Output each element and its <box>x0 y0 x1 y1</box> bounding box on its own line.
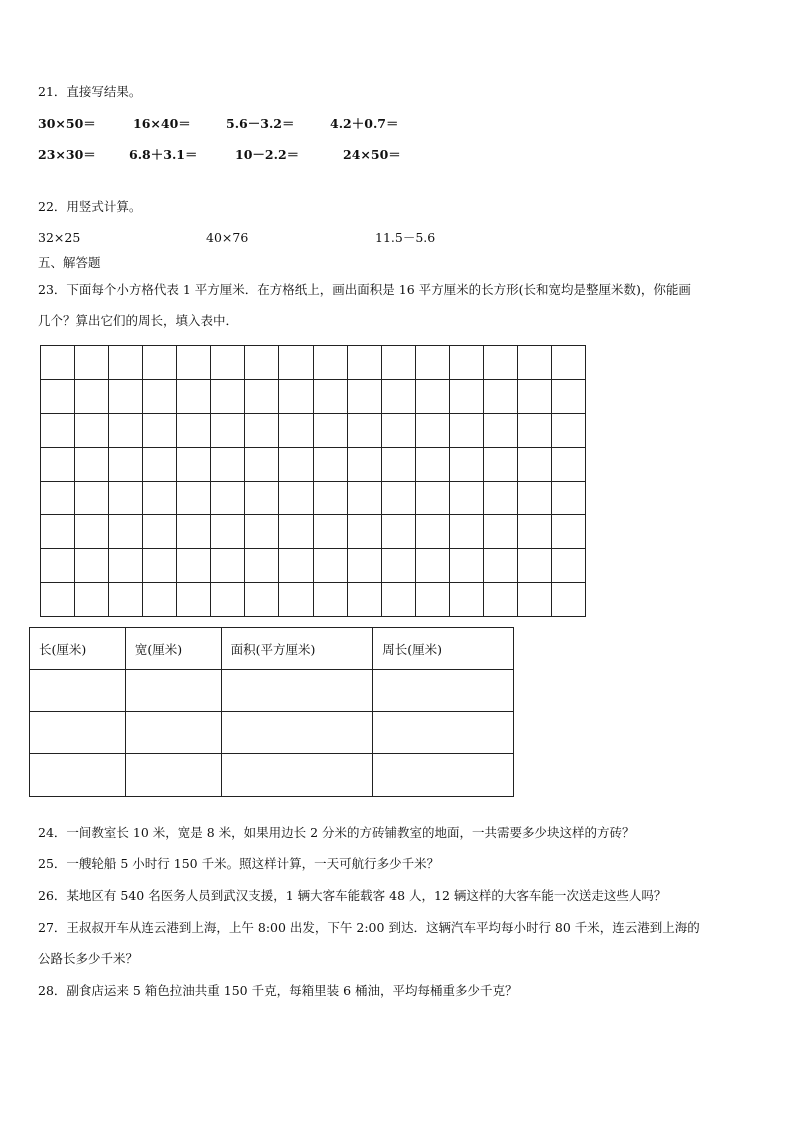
grid-cell[interactable] <box>279 515 313 549</box>
grid-cell[interactable] <box>143 481 177 515</box>
header-area: 面积(平方厘米) <box>221 628 373 670</box>
grid-cell[interactable] <box>41 515 75 549</box>
grid-cell[interactable] <box>517 515 551 549</box>
grid-cell[interactable] <box>449 447 483 481</box>
grid-cell[interactable] <box>177 583 211 617</box>
grid-cell[interactable] <box>517 583 551 617</box>
grid-cell[interactable] <box>245 346 279 380</box>
grid-cell[interactable] <box>41 379 75 413</box>
grid-cell[interactable] <box>449 515 483 549</box>
grid-cell[interactable] <box>517 481 551 515</box>
grid-cell[interactable] <box>449 346 483 380</box>
q21-expr: 16×40＝ <box>133 116 191 131</box>
grid-cell[interactable] <box>143 379 177 413</box>
grid-cell[interactable] <box>415 583 449 617</box>
grid-cell[interactable] <box>143 413 177 447</box>
grid-cell[interactable] <box>75 515 109 549</box>
grid-cell[interactable] <box>109 515 143 549</box>
q21-expr: 6.8＋3.1＝ <box>129 147 198 162</box>
q21-expr: 30×50＝ <box>38 116 96 131</box>
grid-row <box>41 413 586 447</box>
grid-cell[interactable] <box>347 413 381 447</box>
grid-cell[interactable] <box>41 447 75 481</box>
grid-cell[interactable] <box>109 481 143 515</box>
grid-cell[interactable] <box>41 413 75 447</box>
grid-cell[interactable] <box>109 346 143 380</box>
grid-cell[interactable] <box>551 583 585 617</box>
grid-cell[interactable] <box>483 515 517 549</box>
q22-title: 22．用竖式计算。 <box>38 199 142 214</box>
grid-cell[interactable] <box>211 379 245 413</box>
q22-expr: 40×76 <box>206 230 249 245</box>
grid-cell[interactable] <box>483 447 517 481</box>
grid-cell[interactable] <box>381 515 415 549</box>
answer-cell[interactable] <box>30 712 126 754</box>
grid-cell[interactable] <box>75 413 109 447</box>
header-length: 长(厘米) <box>30 628 126 670</box>
grid-cell[interactable] <box>483 481 517 515</box>
table-header-row <box>30 628 514 670</box>
grid-cell[interactable] <box>109 549 143 583</box>
grid-row <box>41 379 586 413</box>
grid-row <box>41 447 586 481</box>
grid-cell[interactable] <box>381 413 415 447</box>
q23-text-line1: 23．下面每个小方格代表 1 平方厘米．在方格纸上，画出面积是 16 平方厘米的长方形(长和宽均是整厘米数)，你能画 <box>38 282 691 297</box>
grid-cell[interactable] <box>143 447 177 481</box>
grid-cell[interactable] <box>381 379 415 413</box>
grid-cell[interactable] <box>211 447 245 481</box>
grid-cell[interactable] <box>211 515 245 549</box>
grid-cell[interactable] <box>245 583 279 617</box>
grid-cell[interactable] <box>483 379 517 413</box>
grid-cell[interactable] <box>177 413 211 447</box>
grid-row <box>41 583 586 617</box>
q22-expr: 32×25 <box>38 230 81 245</box>
grid-cell[interactable] <box>177 346 211 380</box>
grid-cell[interactable] <box>75 379 109 413</box>
grid-cell[interactable] <box>483 346 517 380</box>
grid-cell[interactable] <box>551 549 585 583</box>
grid-cell[interactable] <box>279 447 313 481</box>
grid-cell[interactable] <box>313 549 347 583</box>
grid-cell[interactable] <box>143 549 177 583</box>
grid-cell[interactable] <box>313 515 347 549</box>
grid-cell[interactable] <box>279 583 313 617</box>
grid-cell[interactable] <box>347 447 381 481</box>
grid-cell[interactable] <box>177 481 211 515</box>
grid-paper <box>40 345 586 617</box>
grid-cell[interactable] <box>211 583 245 617</box>
grid-cell[interactable] <box>449 549 483 583</box>
grid-cell[interactable] <box>313 346 347 380</box>
grid-cell[interactable] <box>449 481 483 515</box>
grid-cell[interactable] <box>313 583 347 617</box>
grid-cell[interactable] <box>279 481 313 515</box>
grid-cell[interactable] <box>347 379 381 413</box>
grid-cell[interactable] <box>347 583 381 617</box>
grid-cell[interactable] <box>211 413 245 447</box>
grid-cell[interactable] <box>41 583 75 617</box>
answer-table <box>29 627 514 797</box>
grid-cell[interactable] <box>347 515 381 549</box>
grid-cell[interactable] <box>347 346 381 380</box>
grid-cell[interactable] <box>245 413 279 447</box>
q21-expr: 24×50＝ <box>343 147 401 162</box>
grid-cell[interactable] <box>109 583 143 617</box>
grid-cell[interactable] <box>313 379 347 413</box>
grid-cell[interactable] <box>177 379 211 413</box>
grid-row <box>41 481 586 515</box>
grid-cell[interactable] <box>313 413 347 447</box>
answer-cell[interactable] <box>30 754 126 797</box>
grid-cell[interactable] <box>143 346 177 380</box>
q23-text-line2: 几个？算出它们的周长，填入表中． <box>38 313 239 328</box>
grid-row <box>41 346 586 380</box>
grid-cell[interactable] <box>279 413 313 447</box>
grid-cell[interactable] <box>449 413 483 447</box>
grid-cell[interactable] <box>551 413 585 447</box>
answer-cell[interactable] <box>373 754 514 797</box>
grid-cell[interactable] <box>551 379 585 413</box>
q26-text: 26．某地区有 540 名医务人员到武汉支援，1 辆大客车能载客 48 人，12 辆这样的大客车能一次送走这些人吗？ <box>38 888 667 903</box>
grid-cell[interactable] <box>517 447 551 481</box>
grid-cell[interactable] <box>143 515 177 549</box>
answer-cell[interactable] <box>373 670 514 712</box>
answer-cell[interactable] <box>125 754 221 797</box>
grid-cell[interactable] <box>551 346 585 380</box>
grid-cell[interactable] <box>347 481 381 515</box>
answer-cell[interactable] <box>125 670 221 712</box>
grid-cell[interactable] <box>551 515 585 549</box>
grid-cell[interactable] <box>177 515 211 549</box>
grid-cell[interactable] <box>313 481 347 515</box>
q28-text: 28．副食店运来 5 箱色拉油共重 150 千克，每箱里装 6 桶油，平均每桶重多少千克？ <box>38 983 518 998</box>
grid-cell[interactable] <box>109 413 143 447</box>
answer-cell[interactable] <box>373 712 514 754</box>
q25-text: 25．一艘轮船 5 小时行 150 千米。照这样计算，一天可航行多少千米？ <box>38 856 440 871</box>
grid-cell[interactable] <box>381 346 415 380</box>
grid-cell[interactable] <box>177 447 211 481</box>
grid-cell[interactable] <box>245 515 279 549</box>
grid-cell[interactable] <box>109 447 143 481</box>
answer-cell[interactable] <box>221 670 373 712</box>
q21-expr: 23×30＝ <box>38 147 96 162</box>
grid-cell[interactable] <box>551 447 585 481</box>
q27-text-line2: 公路长多少千米？ <box>38 951 139 966</box>
grid-cell[interactable] <box>41 549 75 583</box>
grid-cell[interactable] <box>313 447 347 481</box>
grid-cell[interactable] <box>245 447 279 481</box>
grid-cell[interactable] <box>517 379 551 413</box>
table-row <box>30 754 514 797</box>
answer-cell[interactable] <box>30 670 126 712</box>
grid-cell[interactable] <box>483 583 517 617</box>
q27-text-line1: 27．王叔叔开车从连云港到上海，上午 8:00 出发，下午 2:00 到达．这辆汽车平均每小时行 80 千米，连云港到上海的 <box>38 920 700 935</box>
grid-cell[interactable] <box>245 549 279 583</box>
grid-cell[interactable] <box>279 379 313 413</box>
grid-cell[interactable] <box>415 515 449 549</box>
grid-cell[interactable] <box>211 549 245 583</box>
q21-expr: 4.2＋0.7＝ <box>330 116 399 131</box>
grid-cell[interactable] <box>143 583 177 617</box>
grid-cell[interactable] <box>381 549 415 583</box>
grid-row <box>41 549 586 583</box>
grid-cell[interactable] <box>75 481 109 515</box>
grid-cell[interactable] <box>449 583 483 617</box>
grid-cell[interactable] <box>415 413 449 447</box>
grid-cell[interactable] <box>517 549 551 583</box>
grid-cell[interactable] <box>551 481 585 515</box>
q21-title: 21．直接写结果。 <box>38 84 142 99</box>
answer-cell[interactable] <box>221 754 373 797</box>
grid-cell[interactable] <box>75 346 109 380</box>
answer-cell[interactable] <box>221 712 373 754</box>
grid-cell[interactable] <box>245 481 279 515</box>
answer-cell[interactable] <box>125 712 221 754</box>
grid-cell[interactable] <box>483 549 517 583</box>
grid-cell[interactable] <box>41 346 75 380</box>
grid-cell[interactable] <box>211 481 245 515</box>
section-heading: 五、解答题 <box>38 255 101 270</box>
grid-cell[interactable] <box>245 379 279 413</box>
grid-cell[interactable] <box>75 583 109 617</box>
grid-cell[interactable] <box>415 346 449 380</box>
grid-cell[interactable] <box>109 379 143 413</box>
grid-cell[interactable] <box>415 481 449 515</box>
grid-cell[interactable] <box>449 379 483 413</box>
grid-cell[interactable] <box>483 413 517 447</box>
q24-text: 24．一间教室长 10 米，宽是 8 米，如果用边长 2 分米的方砖铺教室的地面，一共需要多少块这样的方砖？ <box>38 825 635 840</box>
grid-cell[interactable] <box>415 549 449 583</box>
q21-expr: 10－2.2＝ <box>235 147 300 162</box>
grid-cell[interactable] <box>415 447 449 481</box>
grid-cell[interactable] <box>517 413 551 447</box>
grid-cell[interactable] <box>381 583 415 617</box>
grid-cell[interactable] <box>415 379 449 413</box>
grid-cell[interactable] <box>177 549 211 583</box>
grid-cell[interactable] <box>75 549 109 583</box>
header-perimeter: 周长(厘米) <box>373 628 514 670</box>
grid-cell[interactable] <box>41 481 75 515</box>
grid-cell[interactable] <box>279 549 313 583</box>
grid-cell[interactable] <box>75 447 109 481</box>
grid-cell[interactable] <box>211 346 245 380</box>
table-row <box>30 712 514 754</box>
grid-cell[interactable] <box>517 346 551 380</box>
grid-cell[interactable] <box>381 481 415 515</box>
q22-expr: 11.5－5.6 <box>375 230 436 245</box>
table-row <box>30 670 514 712</box>
header-width: 宽(厘米) <box>125 628 221 670</box>
grid-row <box>41 515 586 549</box>
grid-cell[interactable] <box>279 346 313 380</box>
q21-expr: 5.6－3.2＝ <box>226 116 295 131</box>
grid-cell[interactable] <box>381 447 415 481</box>
grid-cell[interactable] <box>347 549 381 583</box>
